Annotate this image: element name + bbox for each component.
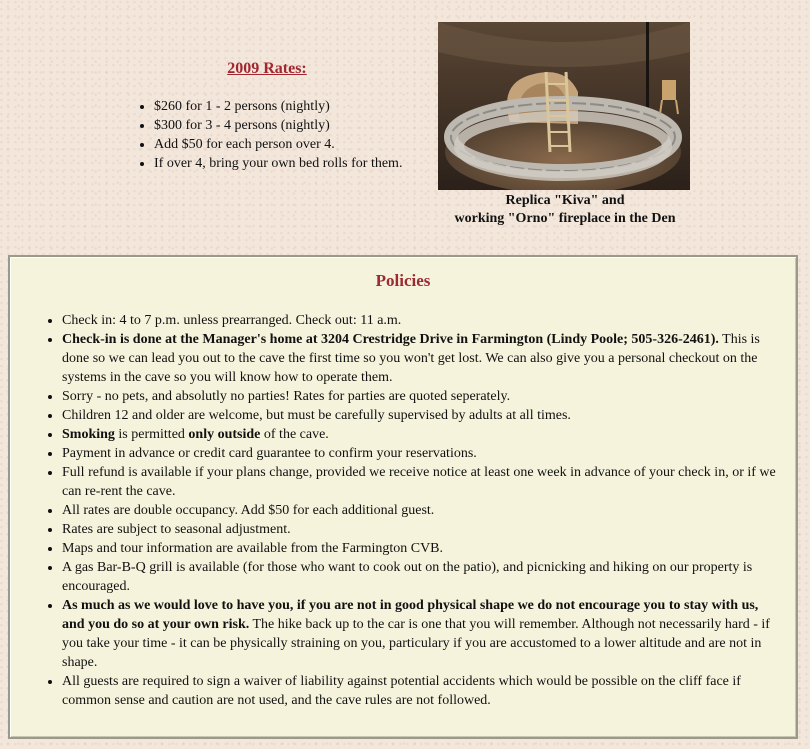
rate-item: • $260 for 1 - 2 persons (nightly) [154,97,402,116]
policy-item [62,387,784,406]
policy-text: is permitted [114,427,189,442]
policy-bold: Check-in is done at the Manager's home at 3204 Crestridge Drive in Farmington (Lindy Poole; 505-326-2461). [62,332,719,347]
policy-bold: Smoking [62,427,115,442]
rates-list [135,97,402,173]
policy-item [62,406,784,425]
policy-text: Maps and tour information are available from the Farmington CVB. [62,541,444,556]
rates-title: 2009 Rates: [227,60,307,77]
policy-text: Full refund is available if your plans change, provided we receive notice at least one week in advance of your check in, or if we can re-rent the cave. [62,465,776,499]
policy-text: Children 12 and older are welcome, but must be carefully supervised by adults at all times. [62,408,571,423]
rate-item: • Add $50 for each person over 4. [154,135,402,154]
policy-text: A gas Bar-B-Q grill is available (for those who want to cook out on the patio), and picnicking and hiking on our property is encouraged. [62,560,753,594]
rate-item: • If over 4, bring your own bed rolls for them. [154,154,402,173]
policy-item [62,672,784,710]
kiva-photo-image [438,22,690,190]
policy-item [62,311,784,330]
policy-item [62,463,784,501]
policy-text: The hike back up to the car is one that you will remember. Although not necessarily hard - if you take your time - it can be physically straining on you, particulary if you are accustomed to a lower altitude and are not in shape. [62,617,770,670]
policy-text: of the cave. [260,427,329,442]
rate-item: • $300 for 3 - 4 persons (nightly) [154,116,402,135]
policy-item [62,539,784,558]
policy-text: Payment in advance or credit card guarantee to confirm your reservations. [62,446,477,461]
policy-text: All rates are double occupancy. Add $50 for each additional guest. [62,503,435,518]
photo-caption [434,192,696,228]
policy-text: Rates are subject to seasonal adjustment. [62,522,291,537]
policy-item [62,425,784,444]
policy-item [62,520,784,539]
policy-text: Check in: 4 to 7 p.m. unless prearranged. Check out: 11 a.m. [62,313,402,328]
policies-list [43,311,784,710]
rates-section [0,0,430,240]
kiva-photo [438,22,690,190]
policy-item [62,501,784,520]
policy-text: All guests are required to sign a waiver of liability against potential accidents which would be possible on the cliff face if common sense and caution are not used, and the cave rules are not followed. [62,674,741,708]
policy-item [62,596,784,672]
caption-line: Replica "Kiva" and [505,193,625,208]
policy-text: Sorry - no pets, and absolutly no parties! Rates for parties are quoted seperately. [62,389,511,404]
policy-text: This is done so we can lead you out to the cave the first time so you won't get lost. We can also give you a personal checkout on the systems in the cave so you will know how to operate them. [62,332,760,385]
policy-item [62,558,784,596]
policy-bold: only outside [188,427,261,442]
policy-item [62,330,784,387]
caption-line: working "Orno" fireplace in the Den [454,211,676,226]
policy-item [62,444,784,463]
policies-panel [8,255,798,739]
policies-title: Policies [375,271,431,290]
policy-bold: As much as we would love to have you, if you are not in good physical shape we do not encourage you to stay with us, and you do so at your own risk. [62,598,759,632]
